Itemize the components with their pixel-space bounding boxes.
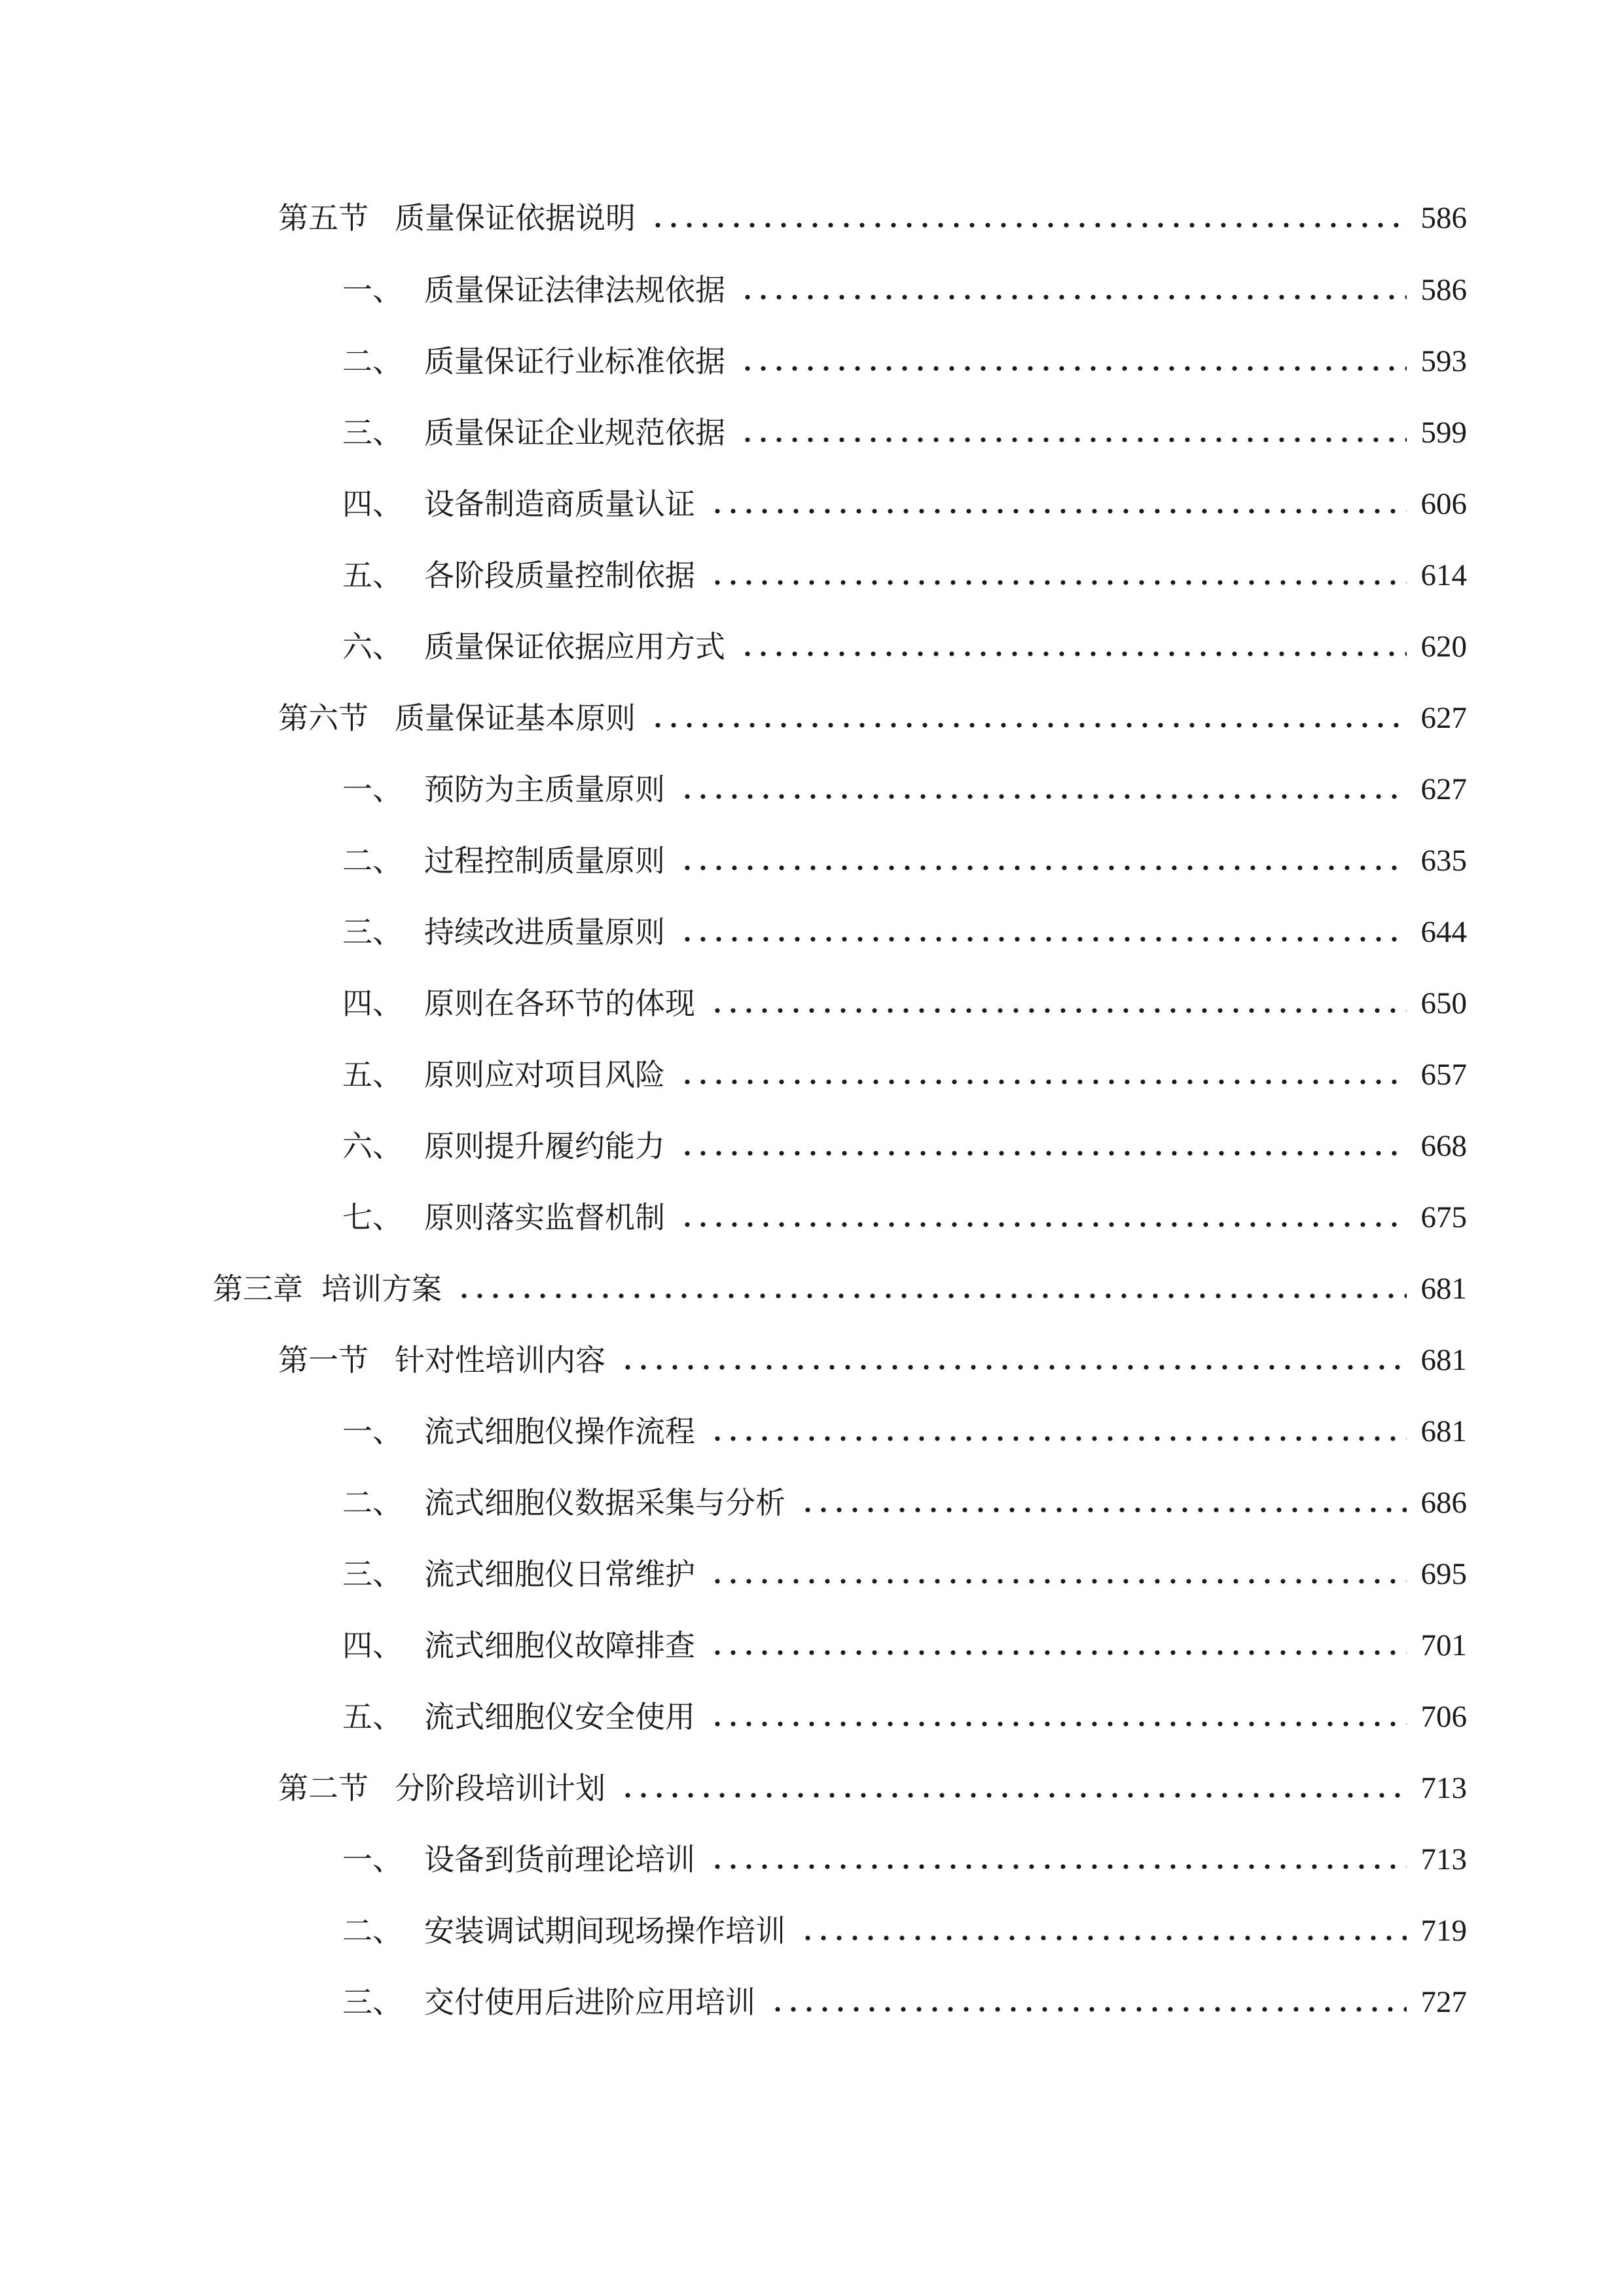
dot-leader: [679, 936, 1407, 942]
toc-entry-item[interactable]: [342, 1191, 1467, 1244]
entry-title: 质量保证依据说明: [395, 200, 636, 236]
dot-leader: [679, 1079, 1407, 1085]
dot-leader: [710, 1863, 1407, 1870]
toc-entry-item[interactable]: [342, 620, 1467, 673]
entry-title: 流式细胞仪安全使用: [424, 1699, 695, 1734]
dot-leader: [620, 1792, 1407, 1799]
entry-page-number: 681: [1420, 1343, 1467, 1377]
toc-entry-item[interactable]: [342, 406, 1467, 459]
dot-leader: [710, 508, 1407, 514]
entry-number: 七、: [342, 1200, 403, 1235]
toc-entry-item[interactable]: [342, 834, 1467, 887]
entry-page-number: 593: [1420, 344, 1467, 378]
entry-page-number: 727: [1420, 1985, 1467, 2019]
dot-leader: [650, 722, 1407, 728]
dot-leader: [679, 865, 1407, 871]
entry-title: 质量保证基本原则: [395, 700, 636, 736]
entry-page-number: 701: [1420, 1628, 1467, 1662]
toc-entry-item[interactable]: [342, 1477, 1467, 1529]
entry-title: 流式细胞仪日常维护: [424, 1556, 695, 1592]
entry-title: 原则在各环节的体现: [424, 986, 695, 1021]
dot-leader: [650, 222, 1407, 228]
entry-number: 六、: [342, 1128, 403, 1164]
entry-number: 三、: [342, 914, 403, 950]
entry-title: 各阶段质量控制依据: [424, 558, 695, 593]
entry-page-number: 627: [1420, 701, 1467, 735]
entry-page-number: 675: [1420, 1200, 1467, 1234]
entry-title: 安装调试期间现场操作培训: [424, 1913, 785, 1948]
dot-leader: [679, 793, 1407, 800]
toc-entry-item[interactable]: [342, 977, 1467, 1030]
entry-title: 质量保证依据应用方式: [424, 629, 725, 664]
dot-leader: [710, 1578, 1407, 1585]
entry-title: 流式细胞仪故障排查: [424, 1628, 695, 1663]
dot-leader: [679, 1221, 1407, 1228]
toc-entry-item[interactable]: [342, 1405, 1467, 1458]
entry-page-number: 681: [1420, 1272, 1467, 1306]
entry-number: 一、: [342, 772, 403, 807]
entry-number: 一、: [342, 272, 403, 308]
entry-title: 质量保证行业标准依据: [424, 344, 725, 379]
toc-entry-item[interactable]: [342, 906, 1467, 958]
entry-number: 第二节: [278, 1770, 369, 1806]
entry-title: 分阶段培训计划: [395, 1770, 605, 1806]
toc-entry-item[interactable]: [342, 1905, 1467, 1957]
entry-page-number: 681: [1420, 1414, 1467, 1448]
entry-title: 预防为主质量原则: [424, 772, 665, 807]
entry-page-number: 627: [1420, 772, 1467, 806]
entry-number: 二、: [342, 1913, 403, 1948]
entry-page-number: 650: [1420, 986, 1467, 1020]
entry-title: 流式细胞仪操作流程: [424, 1414, 695, 1449]
toc-entry-section[interactable]: [278, 1762, 1467, 1814]
entry-number: 一、: [342, 1414, 403, 1449]
toc-entry-item[interactable]: [342, 478, 1467, 530]
toc-entry-item[interactable]: [342, 264, 1467, 316]
entry-title: 流式细胞仪数据采集与分析: [424, 1485, 785, 1520]
entry-page-number: 657: [1420, 1058, 1467, 1092]
entry-number: 三、: [342, 1984, 403, 2020]
dot-leader: [679, 1150, 1407, 1157]
toc-entry-item[interactable]: [342, 1548, 1467, 1600]
entry-number: 二、: [342, 843, 403, 878]
entry-title: 设备制造商质量认证: [424, 486, 695, 522]
entry-page-number: 695: [1420, 1557, 1467, 1591]
entry-number: 二、: [342, 344, 403, 379]
toc-entry-item[interactable]: [342, 1691, 1467, 1743]
entry-title: 交付使用后进阶应用培训: [424, 1984, 755, 2020]
dot-leader: [740, 651, 1407, 657]
dot-leader: [710, 1649, 1407, 1656]
entry-number: 四、: [342, 986, 403, 1021]
toc-entry-item[interactable]: [342, 1120, 1467, 1172]
dot-leader: [800, 1935, 1407, 1941]
entry-number: 第五节: [278, 200, 369, 236]
toc-entry-item[interactable]: [342, 1976, 1467, 2028]
entry-page-number: 614: [1420, 558, 1467, 592]
toc-entry-item[interactable]: [342, 763, 1467, 816]
entry-number: 六、: [342, 629, 403, 664]
entry-number: 五、: [342, 558, 403, 593]
toc-entry-item[interactable]: [342, 335, 1467, 387]
entry-title: 设备到货前理论培训: [424, 1842, 695, 1877]
entry-title: 针对性培训内容: [395, 1342, 605, 1378]
dot-leader: [800, 1507, 1407, 1513]
entry-title: 原则提升履约能力: [424, 1128, 665, 1164]
entry-number: 第六节: [278, 700, 369, 736]
entry-page-number: 713: [1420, 1771, 1467, 1805]
toc-entry-item[interactable]: [342, 549, 1467, 601]
dot-leader: [620, 1364, 1407, 1371]
entry-page-number: 713: [1420, 1842, 1467, 1876]
dot-leader: [740, 365, 1407, 372]
entry-page-number: 586: [1420, 201, 1467, 235]
entry-number: 三、: [342, 415, 403, 450]
entry-number: 五、: [342, 1699, 403, 1734]
entry-number: 三、: [342, 1556, 403, 1592]
entry-title: 质量保证法律法规依据: [424, 272, 725, 308]
dot-leader: [710, 1721, 1407, 1727]
entry-page-number: 706: [1420, 1700, 1467, 1734]
dot-leader: [710, 579, 1407, 586]
entry-page-number: 719: [1420, 1914, 1467, 1948]
entry-number: 二、: [342, 1485, 403, 1520]
entry-title: 持续改进质量原则: [424, 914, 665, 950]
entry-page-number: 620: [1420, 630, 1467, 664]
toc-entry-item[interactable]: [342, 1049, 1467, 1101]
entry-number: 五、: [342, 1057, 403, 1092]
entry-title: 原则应对项目风险: [424, 1057, 665, 1092]
entry-page-number: 586: [1420, 273, 1467, 307]
toc-entry-chapter[interactable]: [213, 1263, 1467, 1315]
entry-page-number: 686: [1420, 1486, 1467, 1520]
entry-page-number: 668: [1420, 1129, 1467, 1163]
entry-page-number: 599: [1420, 416, 1467, 450]
entry-title: 培训方案: [321, 1271, 442, 1306]
dot-leader: [710, 1435, 1407, 1442]
dot-leader: [710, 1007, 1407, 1014]
entry-title: 质量保证企业规范依据: [424, 415, 725, 450]
entry-number: 四、: [342, 1628, 403, 1663]
toc-entry-section[interactable]: [278, 192, 1467, 244]
dot-leader: [456, 1293, 1407, 1299]
entry-number: 第三章: [213, 1271, 303, 1306]
entry-page-number: 644: [1420, 915, 1467, 949]
entry-number: 四、: [342, 486, 403, 522]
dot-leader: [770, 2006, 1407, 2013]
entry-page-number: 635: [1420, 844, 1467, 878]
entry-number: 一、: [342, 1842, 403, 1877]
entry-page-number: 606: [1420, 487, 1467, 521]
entry-title: 原则落实监督机制: [424, 1200, 665, 1235]
toc-entry-item[interactable]: [342, 1619, 1467, 1672]
toc-entry-section[interactable]: [278, 1334, 1467, 1386]
dot-leader: [740, 437, 1407, 443]
dot-leader: [740, 294, 1407, 300]
toc-entry-section[interactable]: [278, 692, 1467, 744]
entry-title: 过程控制质量原则: [424, 843, 665, 878]
entry-number: 第一节: [278, 1342, 369, 1378]
toc-entry-item[interactable]: [342, 1833, 1467, 1886]
